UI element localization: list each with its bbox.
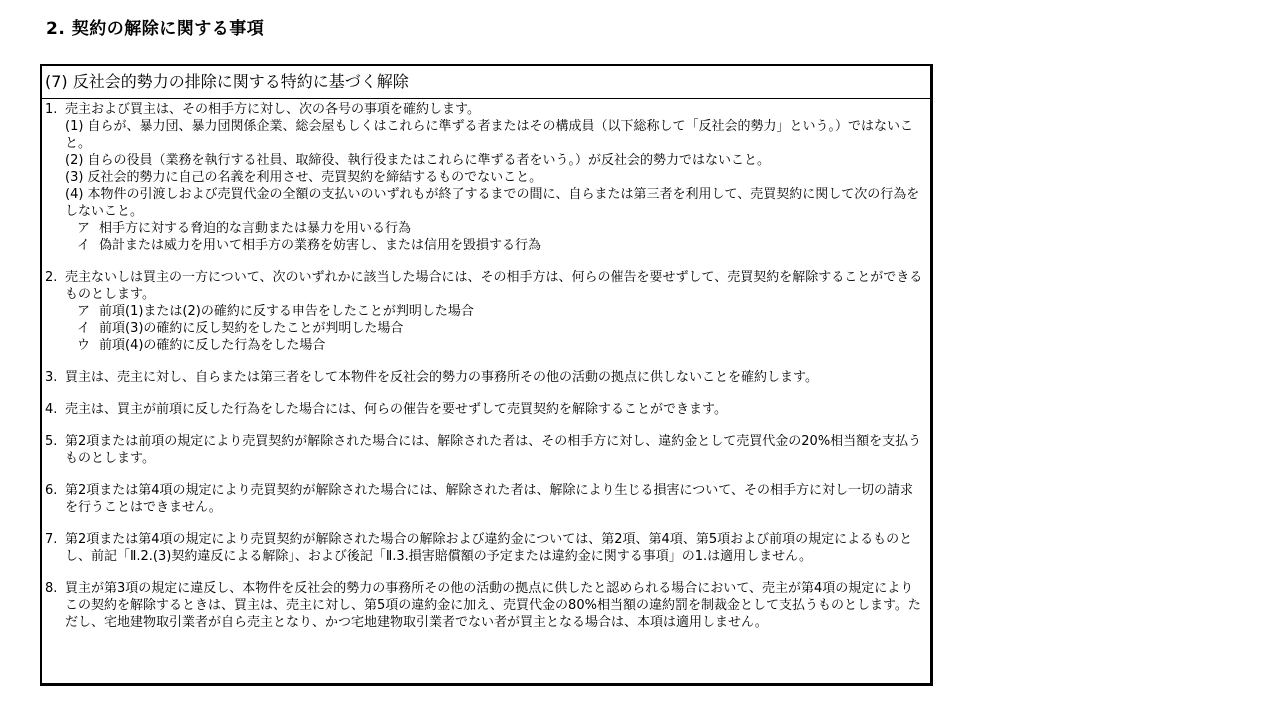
clause-item-text: 第2項または前項の規定により売買契約が解除された場合には、解除された者は、その相手方に対し、違約金として売買代金の20%相当額を支払うものとします。	[65, 434, 922, 466]
clause-box	[40, 64, 933, 686]
clause-kana-item	[65, 337, 926, 354]
clause-item	[45, 531, 926, 565]
clause-kana-item	[65, 303, 926, 320]
clause-kana-mark: ア	[77, 221, 91, 236]
clause-item-number: 8.	[45, 581, 58, 596]
clause-body	[42, 99, 930, 631]
clause-item-text: 売主および買主は、その相手方に対し、次の各号の事項を確約します。	[65, 102, 480, 117]
clause-kana-item	[65, 220, 926, 237]
clause-kana-mark: ア	[77, 304, 91, 319]
clause-kana-mark: ウ	[77, 338, 91, 353]
clause-item-content	[65, 482, 926, 516]
clause-item-content	[65, 401, 926, 418]
clause-kana-text: 前項(1)または(2)の確約に反する申告をしたことが判明した場合	[99, 304, 474, 319]
clause-item	[45, 369, 926, 386]
clause-item	[45, 482, 926, 516]
clause-subitem: (4) 本物件の引渡しおよび売買代金の全額の支払いのいずれもが終了するまでの間に、自らまたは第三者を利用して、売買契約に関して次の行為をしないこと。	[65, 187, 920, 219]
clause-item-number: 4.	[45, 402, 58, 417]
clause-item	[45, 433, 926, 467]
clause-kana-item	[65, 320, 926, 337]
clause-item-text: 買主は、売主に対し、自らまたは第三者をして本物件を反社会的勢力の事務所その他の活動の拠点に供しないことを確約します。	[65, 370, 818, 385]
clause-kana-text: 前項(4)の確約に反した行為をした場合	[99, 338, 326, 353]
clause-subitem: (2) 自らの役員（業務を執行する社員、取締役、執行役またはこれらに準ずる者をいう。）が反社会的勢力ではないこと。	[65, 153, 771, 168]
clause-item-text: 売主ないしは買主の一方について、次のいずれかに該当した場合には、その相手方は、何らの催告を要せずして、売買契約を解除することができるものとします。	[65, 270, 923, 302]
clause-title: (7) 反社会的勢力の排除に関する特約に基づく解除	[42, 66, 930, 99]
section-heading: 2. 契約の解除に関する事項	[46, 19, 265, 39]
clause-item	[45, 269, 926, 354]
clause-item-content	[65, 101, 926, 254]
clause-kana-text: 偽計または威力を用いて相手方の業務を妨害し、または信用を毀損する行為	[99, 238, 542, 253]
clause-item	[45, 580, 926, 631]
clause-item-text: 第2項または第4項の規定により売買契約が解除された場合の解除および違約金については、第2項、第4項、第5項および前項の規定によるものとし、前記「Ⅱ.2.(3)契約違反による解除」、および後記「Ⅱ.3.損害賠償額の予定または違約金に関する事項」の1.は適用しません。	[65, 532, 913, 564]
clause-item-number: 1.	[45, 102, 58, 117]
clause-item-content	[65, 433, 926, 467]
clause-item-text: 買主が第3項の規定に違反し、本物件を反社会的勢力の事務所その他の活動の拠点に供したと認められる場合において、売主が第4項の規定によりこの契約を解除するときは、買主は、売主に対し、第5項の違約金に加え、売買代金の80%相当額の違約罰を制裁金として支払うものとします。ただし、宅地建物取引業者が自ら売主となり、かつ宅地建物取引業者でない者が買主となる場合は、本項は適用しません。	[65, 581, 921, 630]
clause-kana-text: 相手方に対する脅迫的な言動または暴力を用いる行為	[99, 221, 412, 236]
clause-item-text: 売主は、買主が前項に反した行為をした場合には、何らの催告を要せずして売買契約を解除することができます。	[65, 402, 727, 417]
clause-item-number: 7.	[45, 532, 58, 547]
clause-kana-mark: イ	[77, 321, 91, 336]
clause-kana-item	[65, 237, 926, 254]
clause-item-content	[65, 269, 926, 354]
clause-kana-mark: イ	[77, 238, 91, 253]
clause-item	[45, 401, 926, 418]
clause-item-content	[65, 531, 926, 565]
clause-item-number: 2.	[45, 270, 58, 285]
clause-item	[45, 101, 926, 254]
clause-item-number: 5.	[45, 434, 58, 449]
clause-item-number: 6.	[45, 483, 58, 498]
clause-item-content	[65, 369, 926, 386]
clause-item-text: 第2項または第4項の規定により売買契約が解除された場合には、解除された者は、解除により生じる損害について、その相手方に対し一切の請求を行うことはできません。	[65, 483, 914, 515]
clause-item-number: 3.	[45, 370, 58, 385]
clause-kana-text: 前項(3)の確約に反し契約をしたことが判明した場合	[99, 321, 404, 336]
clause-item-content	[65, 580, 926, 631]
clause-subitem: (1) 自らが、暴力団、暴力団関係企業、総会屋もしくはこれらに準ずる者またはその構成員（以下総称して「反社会的勢力」という。）ではないこと。	[65, 119, 914, 151]
clause-subitem: (3) 反社会的勢力に自己の名義を利用させ、売買契約を締結するものでないこと。	[65, 170, 543, 185]
